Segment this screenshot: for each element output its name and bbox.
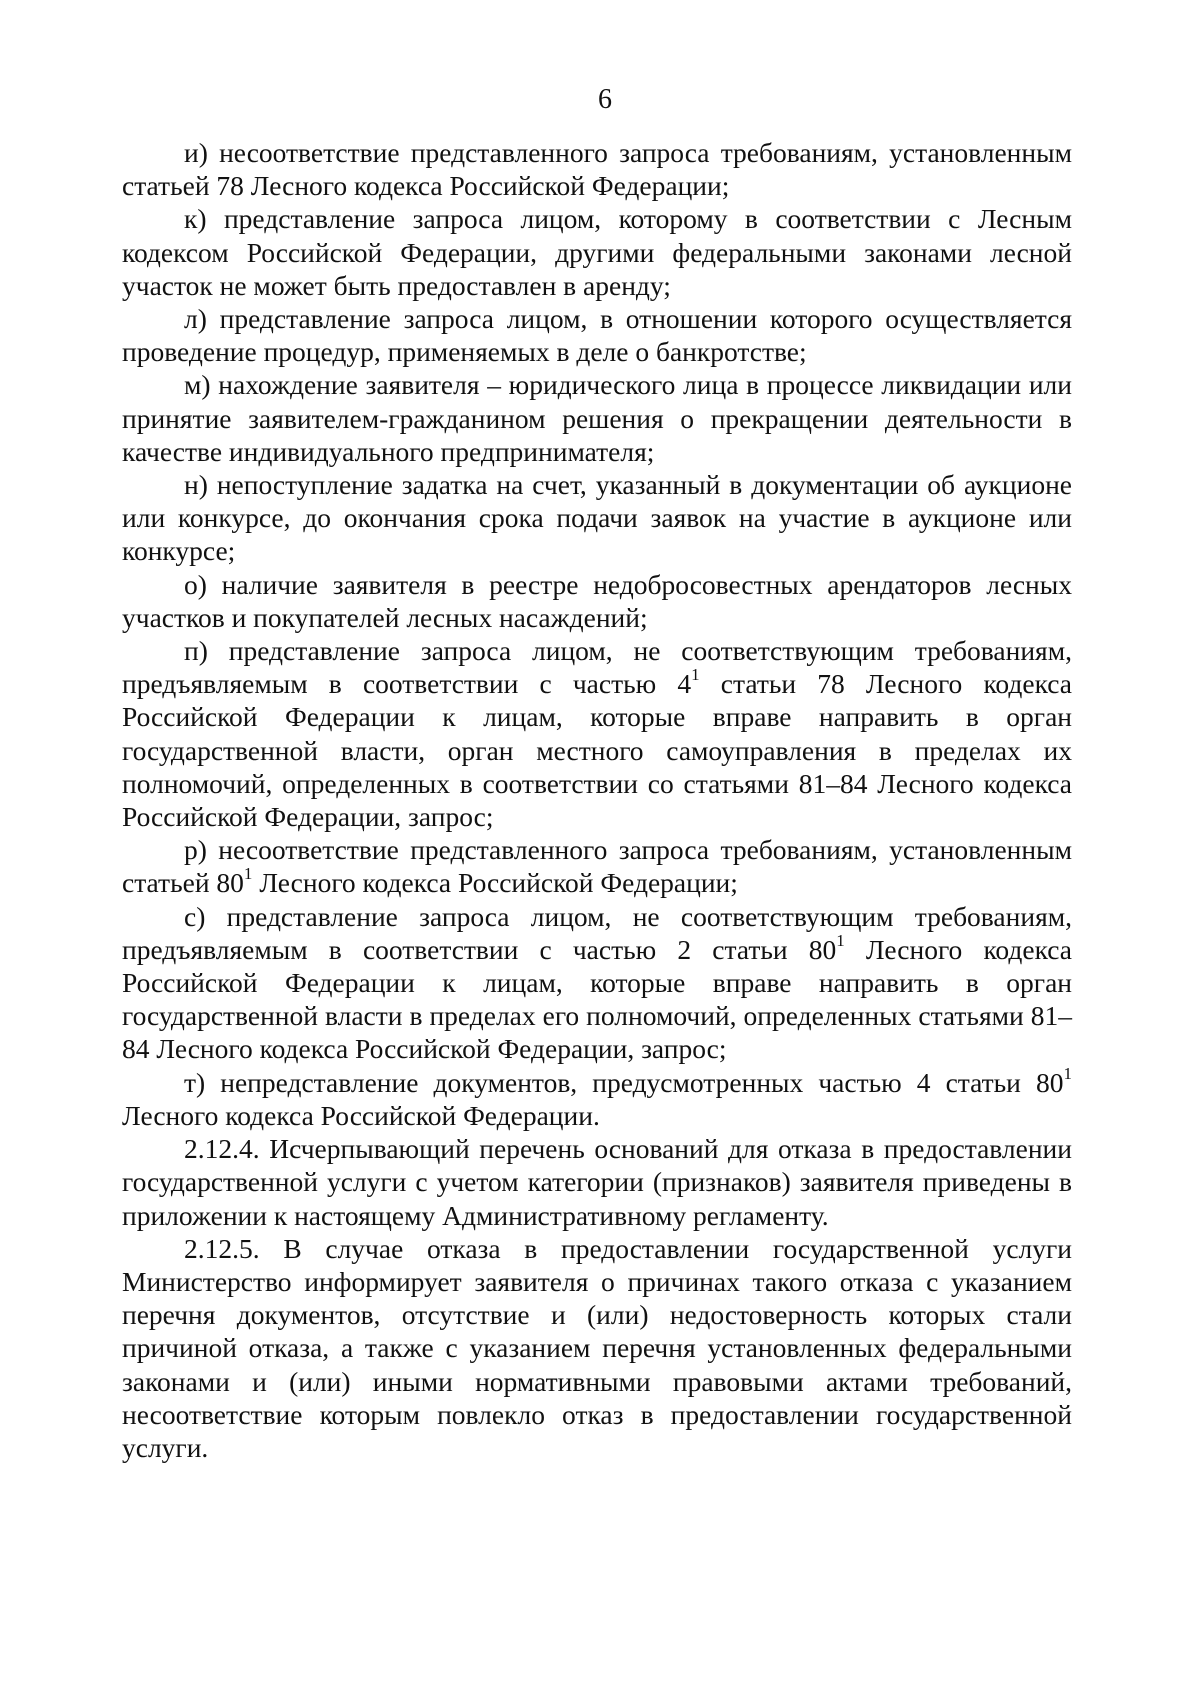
paragraph-text: Лесного кодекса Российской Федерации; bbox=[252, 867, 738, 899]
superscript: 1 bbox=[243, 864, 253, 884]
paragraph-text: Лесного кодекса Российской Федерации. bbox=[122, 1099, 600, 1131]
paragraph-item-i bbox=[122, 136, 1072, 202]
paragraph-item-p bbox=[122, 634, 1072, 833]
document-body bbox=[122, 136, 1072, 1464]
paragraph-text: 2.12.5. В случае отказа в предоставлении государственной услуги Министерство информирует заявителя о причинах такого отказа с указанием перечня документов, отсутствие и (или) недостоверность которых стали причиной отказа, а также с указанием перечня установленных федеральными законами и (или) иными нормативными правовыми актами требований, несоответствие которым повлекло отказ в предоставлении государственной услуги. bbox=[122, 1232, 1072, 1463]
paragraph-text: т) непредставление документов, предусмотренных частью 4 статьи 80 bbox=[184, 1066, 1064, 1098]
paragraph-item-o bbox=[122, 568, 1072, 634]
paragraph-clause-2-12-5 bbox=[122, 1232, 1072, 1464]
paragraph-item-l bbox=[122, 302, 1072, 368]
paragraph-clause-2-12-4 bbox=[122, 1132, 1072, 1232]
paragraph-item-n bbox=[122, 468, 1072, 568]
paragraph-item-k bbox=[122, 202, 1072, 302]
superscript: 1 bbox=[691, 665, 700, 685]
paragraph-text: Лесного кодекса Российской Федерации к лицам, которые вправе направить в орган государственной власти в пределах его полномочий, определенных статьями 81–84 Лесного кодекса Российской Федерации, запрос; bbox=[122, 933, 1072, 1065]
page-number bbox=[0, 84, 1200, 116]
paragraph-text: м) нахождение заявителя – юридического лица в процессе ликвидации или принятие заявителем-гражданином решения о прекращении деятельности в качестве индивидуального предпринимателя; bbox=[122, 369, 1072, 467]
paragraph-text: п) представление запроса лицом, не соответствующим требованиям, предъявляемым в соответствии с частью 4 bbox=[122, 635, 1072, 700]
page-number-value: 6 bbox=[598, 84, 612, 115]
superscript: 1 bbox=[836, 931, 845, 951]
paragraph-text: с) представление запроса лицом, не соответствующим требованиям, предъявляемым в соответствии с частью 2 статьи 80 bbox=[122, 900, 1072, 965]
paragraph-text: н) непоступление задатка на счет, указанный в документации об аукционе или конкурсе, до окончания срока подачи заявок на участие в аукционе или конкурсе; bbox=[122, 469, 1072, 567]
paragraph-text: к) представление запроса лицом, которому в соответствии с Лесным кодексом Российской Федерации, другими федеральными законами лесной участок не может быть предоставлен в аренду; bbox=[122, 203, 1072, 301]
paragraph-text: о) наличие заявителя в реестре недобросовестных арендаторов лесных участков и покупателей лесных насаждений; bbox=[122, 568, 1072, 633]
paragraph-item-s bbox=[122, 900, 1072, 1066]
paragraph-text: статьи 78 Лесного кодекса Российской Федерации к лицам, которые вправе направить в орган государственной власти, орган местного самоуправления в пределах их полномочий, определенных в соответствии со статьями 81–84 Лесного кодекса Российской Федерации, запрос; bbox=[122, 668, 1072, 833]
paragraph-item-m bbox=[122, 368, 1072, 468]
paragraph-text: р) несоответствие представленного запроса требованиям, установленным статьей 80 bbox=[122, 834, 1072, 899]
paragraph-text: 2.12.4. Исчерпывающий перечень оснований для отказа в предоставлении государственной услуги с учетом категории (признаков) заявителя приведены в приложении к настоящему Административному регламенту. bbox=[122, 1133, 1072, 1231]
superscript: 1 bbox=[1063, 1063, 1072, 1083]
paragraph-text: и) несоответствие представленного запроса требованиям, установленным статьей 78 Лесного кодекса Российской Федерации; bbox=[122, 137, 1072, 202]
paragraph-item-t bbox=[122, 1063, 1072, 1132]
paragraph-item-r bbox=[122, 833, 1072, 899]
paragraph-text: л) представление запроса лицом, в отношении которого осуществляется проведение процедур, применяемых в деле о банкротстве; bbox=[122, 303, 1072, 368]
